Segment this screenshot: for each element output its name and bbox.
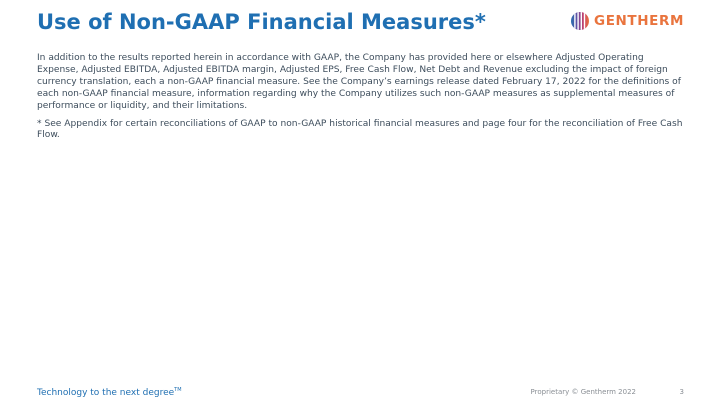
logo-wordmark: GENTHERM (594, 13, 684, 29)
tagline-text: Technology to the next degree (37, 388, 175, 398)
paragraph-non-gaap-definition: In addition to the results reported herein in accordance with GAAP, the Company has provided here or elsewhere Adjusted Operating Expense, Adjusted EBITDA, Adjusted EBITDA margin, Adjusted EPS, Free Cash Flow, Net Debt and Revenue excluding the impact of foreign currency translation, each a non-GAAP financial measure. See the Company’s earnings release dated February 17, 2022 for the definitions of each non-GAAP financial measure, information regarding why the Company utilizes such non-GAAP measures as supplemental measures of performance or liquidity, and their limitations. (37, 53, 681, 111)
gentherm-logo (570, 11, 684, 31)
gentherm-logo-icon (570, 11, 590, 31)
slide-title: Use of Non-GAAP Financial Measures* (37, 10, 486, 34)
slide-body (37, 53, 687, 148)
footer-copyright: Proprietary © Gentherm 2022 (530, 388, 636, 396)
page-number: 3 (679, 388, 684, 396)
paragraph-appendix-note: * See Appendix for certain reconciliations of GAAP to non-GAAP historical financial measures and page four for the reconciliation of Free Cash Flow. (37, 118, 683, 141)
trademark-mark: TM (174, 387, 182, 393)
footer-tagline (37, 384, 182, 399)
